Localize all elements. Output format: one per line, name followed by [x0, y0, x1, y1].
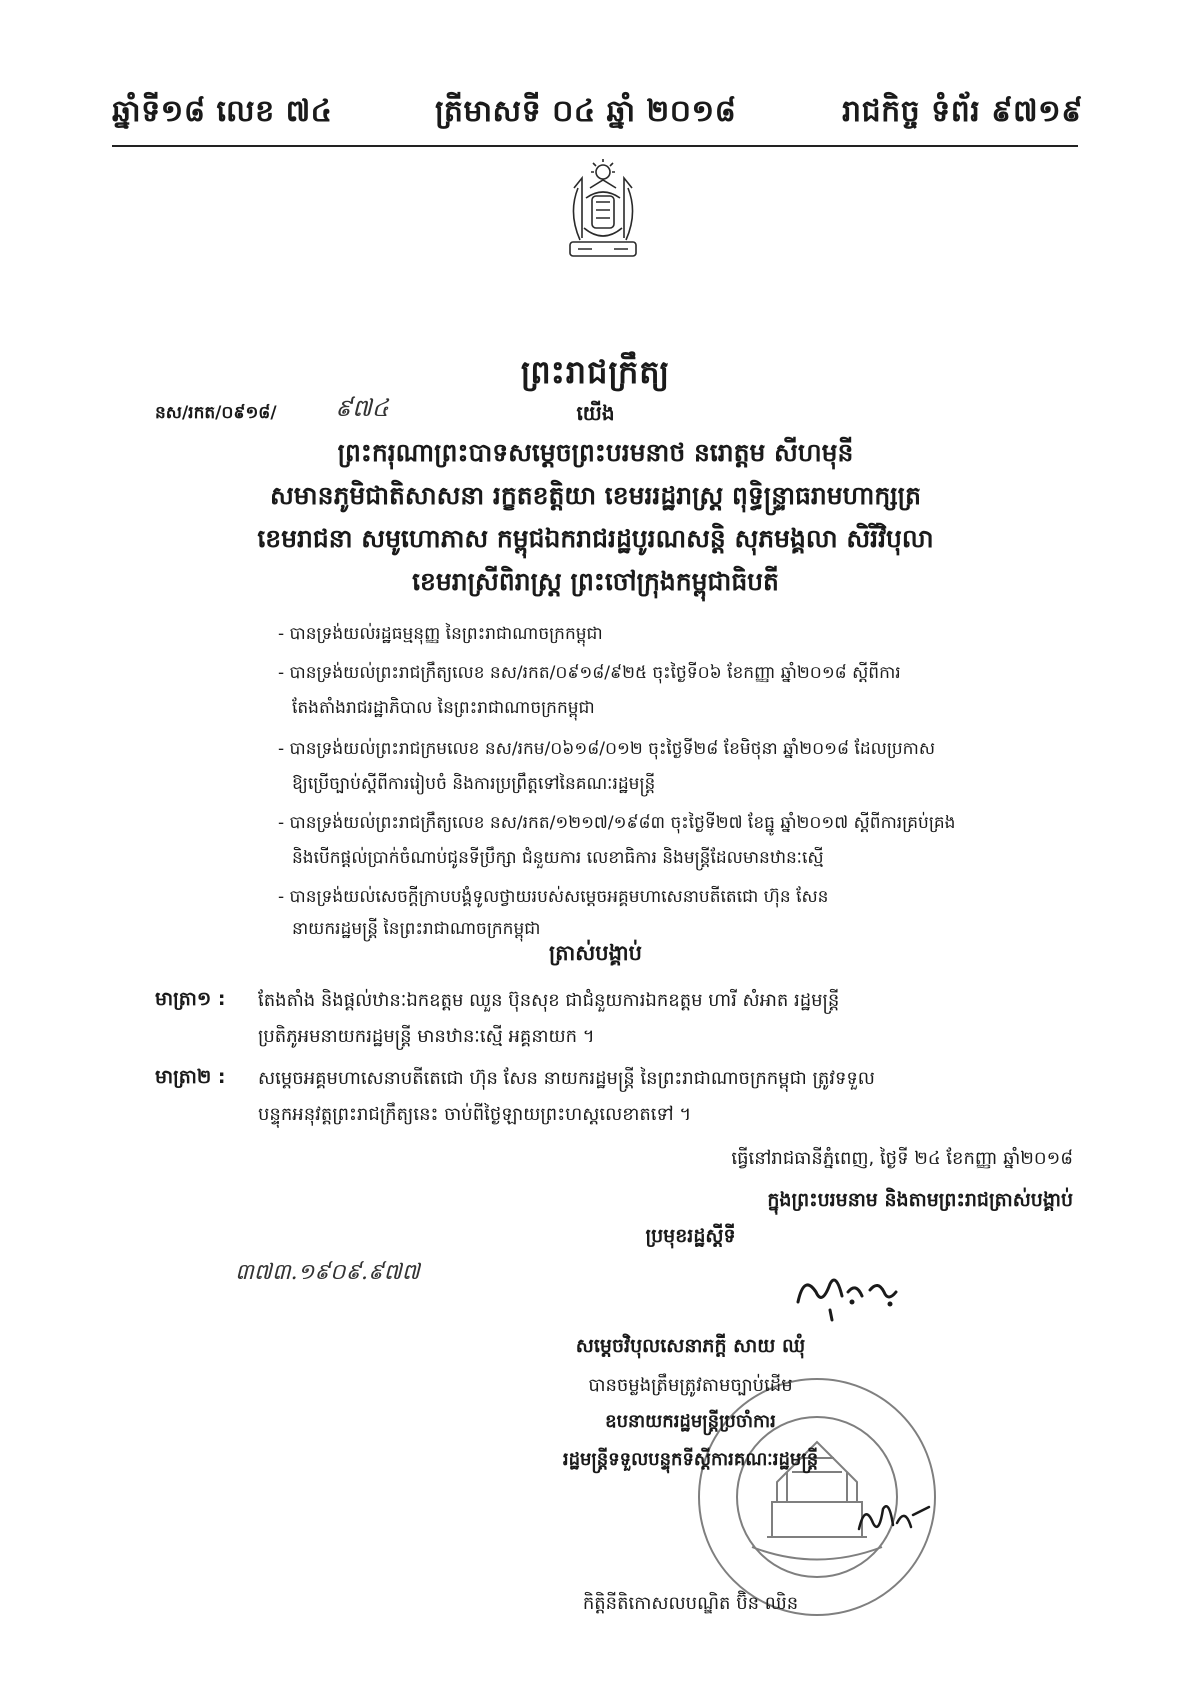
decides-heading: ត្រាស់បង្គាប់	[549, 941, 642, 965]
handwritten-number: ៣៧៣.១៩០៩.៩៧៧	[235, 1260, 420, 1285]
signatory-name: សម្តេចវិបុលសេនាភក្តី សាយ ឈុំ	[575, 1335, 806, 1357]
registrar-name: កិត្តិនីតិកោសលបណ្ឌិត ប៊ិន ឈិន	[582, 1593, 799, 1614]
acting-head-of-state: ប្រមុខរដ្ឋស្តីទី	[645, 1225, 736, 1247]
certified-copy-line: បានចម្លងត្រឹមត្រូវតាមច្បាប់ដើម	[588, 1375, 793, 1396]
header-rule	[112, 145, 1078, 147]
visa-line: - បានទ្រង់យល់រដ្ឋធម្មនុញ្ញ នៃព្រះរាជាណាចក្រកម្ពុជា	[278, 624, 603, 644]
cabinet-title-line: រដ្ឋមន្ត្រីទទួលបន្ទុកទីស្តីការគណៈរដ្ឋមន្ត្រី	[562, 1449, 819, 1470]
article-1-line: ប្រតិភូអមនាយករដ្ឋមន្ត្រី មានឋានៈស្មើ អគ្គនាយក ។	[258, 1026, 595, 1047]
article-2-label: មាត្រា២ :	[155, 1066, 226, 1088]
article-2-line: បន្ទុកអនុវត្តព្រះរាជក្រឹត្យនេះ ចាប់ពីថ្ងៃឡាយព្រះហស្តលេខាតទៅ ។	[258, 1104, 692, 1125]
visa-line: - បានទ្រង់យល់ព្រះរាជក្រឹត្យលេខ នស/រកត/១២១៧/១៩៨៣ ចុះថ្ងៃទី២៧ ខែធ្នូ ឆ្នាំ២០១៧ ស្តីពីការគ្រប់គ្រង	[278, 813, 956, 833]
we-heading: យើង	[576, 401, 615, 425]
visa-line-continued: ឱ្យប្រើច្បាប់ស្តីពីការរៀបចំ និងការប្រព្រឹត្តទៅនៃគណៈរដ្ឋមន្ត្រី	[292, 774, 656, 794]
king-title-line: ខេមរាជនា សមូហោភាស កម្ពុជឯករាជរដ្ឋបូរណសន្តិ សុភមង្គលា សិរីវិបុលា	[257, 524, 934, 553]
cabinet-title-line: ឧបនាយករដ្ឋមន្ត្រីប្រចាំការ	[605, 1411, 776, 1432]
visa-line-continued: នាយករដ្ឋមន្ត្រី នៃព្រះរាជាណាចក្រកម្ពុជា	[292, 919, 541, 939]
king-title-line: សមានភូមិជាតិសាសនា រក្ខតខត្តិយា ខេមររដ្ឋរាស្ត្រ ពុទ្ធិន្ទ្រាធរាមហាក្សត្រ	[270, 481, 921, 510]
article-1-label: មាត្រា១ :	[155, 988, 226, 1010]
decree-reference: នស/រកត/០៩១៨/	[155, 403, 277, 423]
gazette-year-issue: ឆ្នាំទី១៨ លេខ ៧៤	[112, 94, 333, 129]
signature-icon	[790, 1262, 910, 1322]
gazette-page-number: រាជកិច្ច ទំព័រ ៩៧១៩	[842, 94, 1083, 129]
article-1-line: តែងតាំង និងផ្តល់ឋានៈឯកឧត្តម ឈួន ប៊ុនសុខ ជាជំនួយការឯកឧត្តម ហារី សំអាត រដ្ឋមន្ត្រី	[258, 990, 840, 1011]
royal-arms-emblem-icon	[548, 158, 658, 268]
document-title: ព្រះរាជក្រឹត្យ	[520, 353, 671, 391]
gazette-quarter: ត្រីមាសទី ០៤ ឆ្នាំ ២០១៨	[435, 94, 737, 129]
visa-line: - បានទ្រង់យល់ព្រះរាជក្រមលេខ នស/រកម/០៦១៨/០១២ ចុះថ្ងៃទី២៨ ខែមិថុនា ឆ្នាំ២០១៨ ដែលប្រកាស	[278, 739, 936, 759]
king-title-line: ខេមរាស្រីពិរាស្ត្រ ព្រះចៅក្រុងកម្ពុជាធិបតី	[412, 567, 779, 596]
article-2-line: សម្តេចអគ្គមហាសេនាបតីតេជោ ហ៊ុន សែន នាយករដ្ឋមន្ត្រី នៃព្រះរាជាណាចក្រកម្ពុជា ត្រូវទទួល	[258, 1068, 875, 1089]
decree-reference-handwritten: ៩៧៤	[335, 394, 389, 422]
visa-line-continued: តែងតាំងរាជរដ្ឋាភិបាល នៃព្រះរាជាណាចក្រកម្ពុជា	[292, 698, 595, 718]
registrar-signature-icon	[853, 1493, 933, 1543]
visa-line: - បានទ្រង់យល់សេចក្តីក្រាបបង្គំទូលថ្វាយរបស់សម្តេចអគ្គមហាសេនាបតីតេជោ ហ៊ុន សែន	[278, 887, 829, 907]
king-title-line: ព្រះករុណាព្រះបាទសម្តេចព្រះបរមនាថ នរោត្តម សីហមុនី	[337, 438, 854, 467]
visa-line-continued: និងបើកផ្តល់ប្រាក់ចំណាប់ជូនទីប្រឹក្សា ជំនួយការ លេខាធិការ និងមន្ត្រីដែលមានឋានៈស្មើ	[292, 848, 824, 868]
on-behalf-line: ក្នុងព្រះបរមនាម និងតាមព្រះរាជត្រាស់បង្គាប់	[767, 1189, 1073, 1211]
visa-line: - បានទ្រង់យល់ព្រះរាជក្រឹត្យលេខ នស/រកត/០៩១៨/៩២៥ ចុះថ្ងៃទី០៦ ខែកញ្ញា ឆ្នាំ២០១៨ ស្តីពីការ	[278, 663, 901, 683]
place-and-date: ធ្វើនៅរាជធានីភ្នំពេញ, ថ្ងៃទី ២៤ ខែកញ្ញា ឆ្នាំ២០១៨	[731, 1148, 1073, 1169]
